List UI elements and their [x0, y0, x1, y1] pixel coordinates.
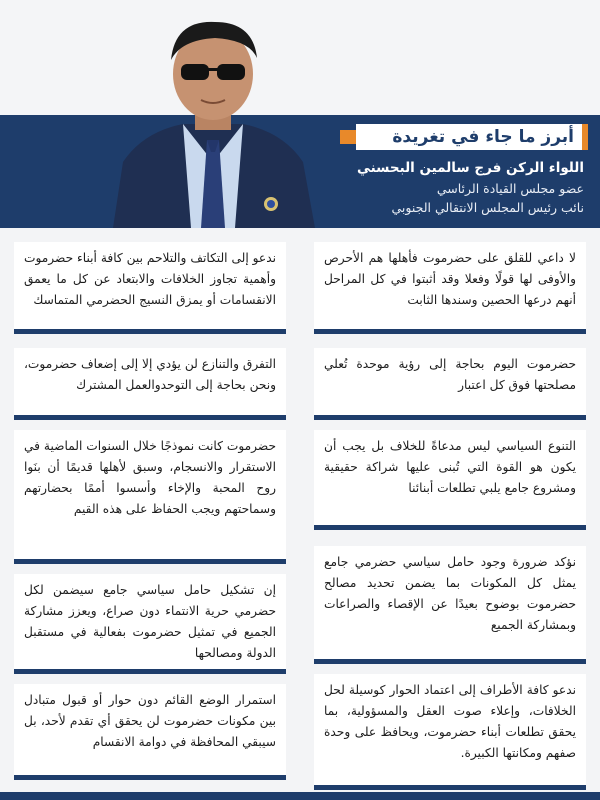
quote-card-left-2: التفرق والتنازع لن يؤدي إلا إلى إضعاف حضرموت، ونحن بحاجة إلى التوحدوالعمل المشترك: [14, 348, 286, 420]
page-title: أبرز ما جاء في تغريدة: [392, 127, 574, 147]
portrait-image: [103, 12, 323, 228]
footer-bar: [0, 792, 600, 800]
quote-card-right-1: لا داعي للقلق على حضرموت فأهلها هم الأحرص والأوفى لها قولًا وفعلا وقد أثبتوا في كل المراحل أنهم درعها الحصين وسندها الثابت: [314, 242, 586, 334]
quote-card-right-5: ندعو كافة الأطراف إلى اعتماد الحوار كوسيلة لحل الخلافات، وإعلاء صوت العقل والمسؤولية، بما يحقق تطلعات أبناء حضرموت، ويحافظ على وحدة صفهم ومكانتها الكبيرة.: [314, 674, 586, 790]
person-role-1: عضو مجلس القيادة الرئاسي: [436, 181, 584, 196]
quote-card-right-3: التنوع السياسي ليس مدعاةً للخلاف بل يجب أن يكون هو القوة التي تُبنى عليها شراكة حقيقية ومشروع جامع يلبي تطلعات أبنائنا: [314, 430, 586, 530]
quote-card-left-1: ندعو إلى التكاتف والتلاحم بين كافة أبناء حضرموت وأهمية تجاوز الخلافات والابتعاد عن كل ما يعمق الانقسامات أو يمزق النسيج الحضرمي المتماسك: [14, 242, 286, 334]
quotes-area: [0, 228, 600, 800]
person-role-2: نائب رئيس المجلس الانتقالي الجنوبي: [391, 200, 584, 215]
header: [0, 0, 600, 228]
title-box: [356, 124, 588, 150]
quote-card-left-3: حضرموت كانت نموذجًا خلال السنوات الماضية في الاستقرار والانسجام، وسبق لأهلها قديمًا أن بنَوا روح المحبة والإخاء وأسسوا أممًا بحضارتهم وسماحتهم ويجب الحفاظ على هذه القيم: [14, 430, 286, 564]
quote-card-right-2: حضرموت اليوم بحاجة إلى رؤية موحدة تُعلي مصلحتها فوق كل اعتبار: [314, 348, 586, 420]
person-name: اللواء الركن فرج سالمين البحسني: [356, 160, 584, 176]
quote-card-left-4: إن تشكيل حامل سياسي جامع سيضمن لكل حضرمي حرية الانتماء دون صراع، ويعزز مشاركة الجميع في تمثيل حضرموت بفعالية في مستقبل الدولة ومصالحها: [14, 574, 286, 674]
quote-card-right-4: نؤكد ضرورة وجود حامل سياسي حضرمي جامع يمثل كل المكونات بما يضمن تحديد مصالح حضرموت بوضوح بعيدًا عن الإقصاء والصراعات وبمشاركة الجميع: [314, 546, 586, 664]
quote-card-left-5: استمرار الوضع القائم دون حوار أو قبول متبادل بين مكونات حضرموت لن يحقق أي تقدم لأحد، بل سيبقي المحافظة في دوامة الانقسام: [14, 684, 286, 780]
